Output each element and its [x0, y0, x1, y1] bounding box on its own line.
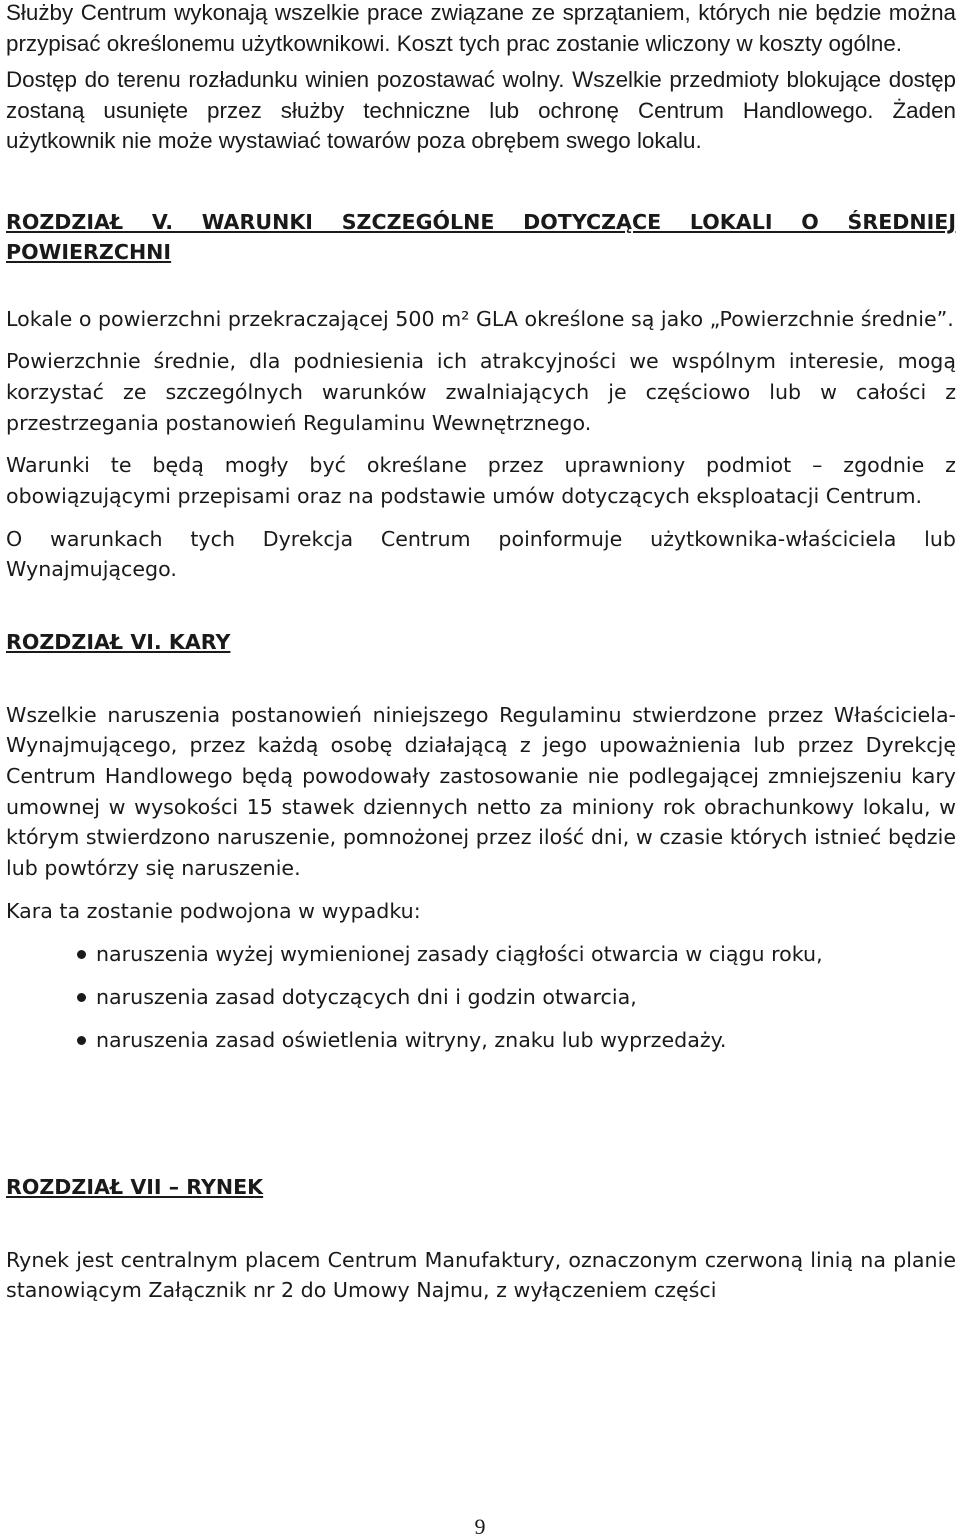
- chapter-6-heading: ROZDZIAŁ VI. KARY: [6, 630, 231, 655]
- chapter-7-heading: ROZDZIAŁ VII – RYNEK: [6, 1175, 264, 1200]
- bullet-icon: [77, 950, 86, 959]
- document-page: [6, 0, 956, 1306]
- chapter-5-paragraph-3: Warunki te będą mogły być określane przez uprawniony podmiot – zgodnie z obowiązującymi przepisami oraz na podstawie umów dotyczących eksploatacji Centrum.: [6, 453, 956, 509]
- chapter-7-paragraph-1: Rynek jest centralnym placem Centrum Manufaktury, oznaczonym czerwoną linią na planie stanowiącym Załącznik nr 2 do Umowy Najmu, z wyłączeniem części: [6, 1247, 956, 1303]
- paragraph-cleaning-services: Służby Centrum wykonają wszelkie prace związane ze sprzątaniem, których nie będzie można przypisać określonemu użytkownikowi. Koszt tych prac zostanie wliczony w koszty ogólne.: [6, 0, 956, 56]
- chapter-5-paragraph-4: O warunkach tych Dyrekcja Centrum poinformuje użytkownika-właściciela lub Wynajmującego.: [6, 526, 956, 582]
- chapter-5-heading: ROZDZIAŁ V. WARUNKI SZCZEGÓLNE DOTYCZĄCE LOKALI O ŚREDNIEJ POWIERZCHNI: [6, 209, 956, 264]
- bullet-icon: [77, 1036, 86, 1045]
- list-item: [6, 939, 956, 970]
- list-item-text: naruszenia zasad oświetlenia witryny, znaku lub wyprzedaży.: [96, 1027, 727, 1052]
- list-item: [6, 982, 956, 1013]
- bullet-icon: [77, 993, 86, 1002]
- chapter-6-paragraph-2: Kara ta zostanie podwojona w wypadku:: [6, 898, 421, 923]
- chapter-5-paragraph-1: Lokale o powierzchni przekraczającej 500 m² GLA określone są jako „Powierzchnie średnie”.: [6, 306, 954, 331]
- page-number: 9: [474, 1514, 486, 1539]
- chapter-5-paragraph-2: Powierzchnie średnie, dla podniesienia ich atrakcyjności we wspólnym interesie, mogą korzystać ze szczególnych warunków zwalniających je częściowo lub w całości z przestrzegania postanowień Regulaminu Wewnętrznego.: [6, 349, 956, 435]
- list-item: [6, 1025, 956, 1056]
- chapter-6-paragraph-1: Wszelkie naruszenia postanowień niniejszego Regulaminu stwierdzone przez Właściciela-Wynajmującego, przez każdą osobę działającą z jego upoważnienia lub przez Dyrekcję Centrum Handlowego będą powodowały zastosowanie nie podlegającej zmniejszeniu kary umownej w wysokości 15 stawek dziennych netto za miniony rok obrachunkowy lokalu, w którym stwierdzono naruszenie, pomnożonej przez ilość dni, w czasie których istnieć będzie lub powtórzy się naruszenie.: [6, 702, 956, 881]
- penalty-doubling-list: [6, 939, 956, 1056]
- list-item-text: naruszenia zasad dotyczących dni i godzin otwarcia,: [96, 984, 637, 1009]
- list-item-text: naruszenia wyżej wymienionej zasady ciągłości otwarcia w ciągu roku,: [96, 941, 823, 966]
- paragraph-unloading-area: Dostęp do terenu rozładunku winien pozostawać wolny. Wszelkie przedmioty blokujące dostęp zostaną usunięte przez służby techniczne lub ochronę Centrum Handlowego. Żaden użytkownik nie może wystawiać towarów poza obrębem swego lokalu.: [6, 67, 956, 153]
